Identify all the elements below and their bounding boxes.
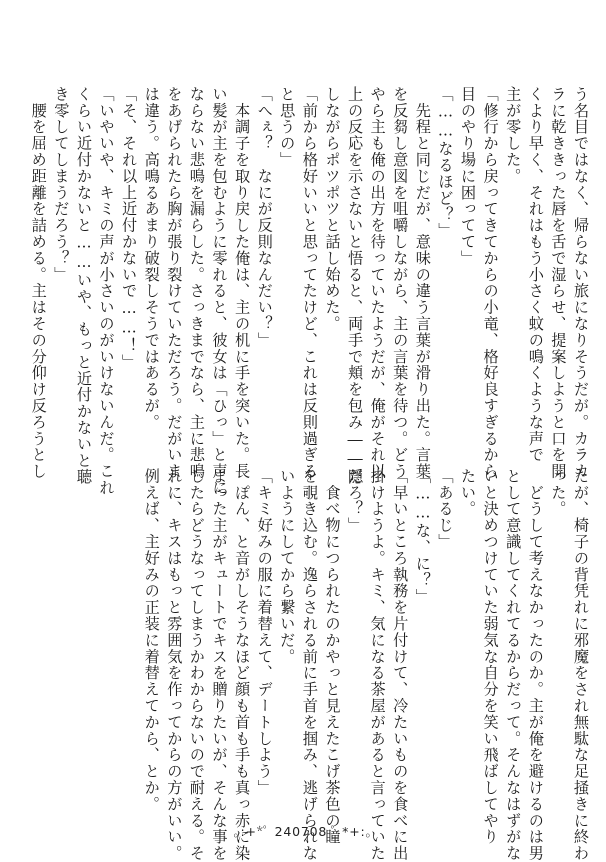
text-line: 「そ、それ以上近付かないで……！」	[120, 86, 139, 371]
text-line: 「あるじ」	[436, 468, 455, 550]
text-line: たが、椅子の背凭れに邪魔をされ無駄な足掻きに終わ	[572, 468, 590, 862]
text-line: った。	[549, 468, 568, 518]
text-line: くより早く、それはもう小さく蚊の鳴くような声で	[526, 86, 545, 464]
text-line: 先程と同じだが、意味の違う言葉が滑り出た。言葉	[413, 86, 432, 480]
text-line: 「いやいや、キミの声が小さいのがいけないんだ。これ	[97, 86, 116, 496]
text-line: 目のやり場に困ってて」	[459, 86, 478, 267]
text-line: 例えば、主好みの正装に着替えてから、とか。	[142, 468, 161, 813]
text-line: 「……なるほど？」	[436, 86, 455, 240]
text-line: をあげられたら胸が張り裂けていただろう。だがいま	[165, 86, 184, 480]
text-line: 「早いところ執務を片付けて、冷たいものを食べに出	[391, 468, 410, 862]
text-line: れに、キスはもっと雰囲気を作ってからの方がいい。	[165, 468, 184, 862]
text-line: を反芻し意図を咀嚼しながら、主の言葉を待つ。どう	[391, 86, 410, 480]
text-line: しながらポツポツと話し始めた。	[323, 86, 342, 332]
text-line: まった主がキュートでキスを贈りたいが、そんな事を	[210, 468, 229, 862]
text-line: やら主も俺の出方を待っていたようだが、俺がそれ以	[368, 86, 387, 480]
text-line: を覗き込む。逸らされる前に手首を掴み、逃げられな	[300, 468, 319, 862]
text-line: 上の反応を示さないと悟ると、両手で頬を包み――隠	[346, 86, 365, 486]
text-line: 食べ物につられたのかやっと見えたこげ茶色の瞳	[323, 468, 342, 846]
text-line: くらい近付かないと……いや、もっと近付かないと聴	[74, 86, 93, 486]
text-line: は違う。高鳴るあまり破裂しそうではあるが。	[142, 86, 161, 431]
text-line: う名目ではなく、帰らない旅になりそうだが。カラカ	[572, 86, 590, 480]
text-line: 「キミ好みの服に着替えて、デートしよう」	[255, 468, 274, 796]
text-line: 「へぇ？ なにが反則なんだい？」	[255, 86, 274, 349]
text-line: い髪が主を包むように零れると、彼女は「ひっ」と声に	[210, 86, 229, 496]
text-line: したらどうなってしまうかわからないので耐える。そ	[187, 468, 206, 862]
text-line: 本調子を取り戻した俺は、主の机に手を突いた。長	[233, 86, 252, 480]
text-line: だろ？」	[346, 468, 365, 534]
text-line: ぽん、と音がしそうなほど顔も首も手も真っ赤に染	[233, 468, 252, 862]
text-line: どうして考えなかったのか。主が俺を避けるのは男	[526, 468, 545, 862]
text-line: いと決めつけていた弱気な自分を笑い飛ばしてやり	[481, 468, 500, 846]
text-line: 「修行から戻ってきてからの小竜、格好良すぎるから	[481, 86, 500, 480]
text-line: 掛けようよ。キミ、気になる茶屋があると言っていた	[368, 468, 387, 862]
text-line: 「……な、に？」	[413, 468, 432, 605]
text-line: ラに乾ききった唇を舌で湿らせ、提案しようと口を開	[549, 86, 568, 480]
text-line: ならない悲鳴を漏らした。さっきまでなら、主に悲鳴	[187, 86, 206, 480]
text-line: き零してしまうだろう？」	[52, 86, 71, 283]
text-line: 主が零した。	[504, 86, 523, 185]
text-line: 「前から格好いいと思ってたけど、これは反則過ぎる	[300, 86, 319, 480]
text-line: たい。	[459, 468, 478, 518]
text-line: いようにしてから繋いだ。	[278, 468, 297, 665]
text-line: 腰を屈め距離を詰める。主はその分仰け反ろうとし	[29, 86, 48, 480]
footer-date-mark: ｡:+*ﾟ 240708 ﾟ *+:｡	[233, 824, 373, 839]
text-line: と思うの」	[278, 86, 297, 168]
text-line: として意識してくれてるからだって。そんなはずがな	[504, 468, 523, 862]
